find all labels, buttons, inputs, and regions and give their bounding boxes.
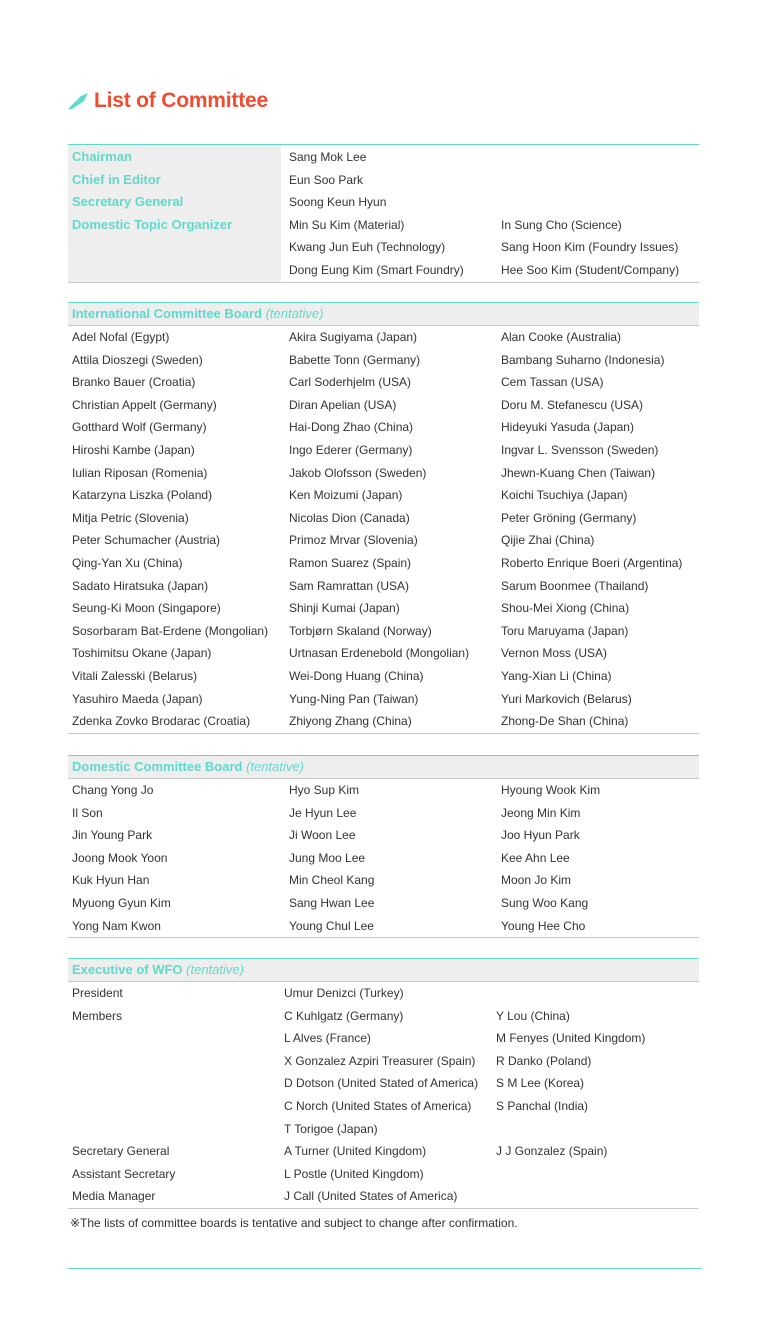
wfo-member: Media Manager — [72, 1189, 156, 1204]
international-row — [68, 688, 699, 711]
international-member: Jakob Olofsson (Sweden) — [289, 465, 427, 480]
international-member: Ingo Ederer (Germany) — [289, 442, 413, 457]
international-row — [68, 394, 699, 417]
wfo-member: Members — [72, 1008, 123, 1023]
international-row — [68, 575, 699, 598]
domestic-committee-list — [68, 779, 699, 938]
wfo-member: S Panchal (India) — [496, 1098, 589, 1113]
international-member: Yasuhiro Maeda (Japan) — [72, 691, 203, 706]
page-title: List of Committee — [94, 89, 268, 112]
international-member: Zhong-De Shan (China) — [501, 714, 629, 729]
wfo-member: J J Gonzalez (Spain) — [496, 1144, 608, 1159]
domestic-member: Jeong Min Kim — [501, 805, 581, 820]
international-member: Katarzyna Liszka (Poland) — [72, 488, 213, 503]
international-member: Zhiyong Zhang (China) — [289, 714, 412, 729]
domestic-member: Yong Nam Kwon — [72, 918, 161, 933]
international-member: Nicolas Dion (Canada) — [289, 510, 410, 525]
domestic-member: Myuong Gyun Kim — [72, 895, 171, 910]
international-member: Zdenka Zovko Brodarac (Croatia) — [72, 714, 251, 729]
international-member: Sosorbaram Bat-Erdene (Mongolian) — [72, 623, 269, 638]
international-committee-section — [68, 302, 699, 734]
wfo-row — [68, 1050, 699, 1073]
international-member: Urtnasan Erdenebold (Mongolian) — [289, 646, 470, 661]
international-row — [68, 642, 699, 665]
domestic-row — [68, 915, 699, 938]
domestic-member: Young Hee Cho — [501, 918, 586, 933]
domestic-member: Kuk Hyun Han — [72, 873, 150, 888]
international-member: Koichi Tsuchiya (Japan) — [501, 488, 628, 503]
international-member: Vitali Zalesski (Belarus) — [72, 668, 198, 683]
international-member: Toru Maruyama (Japan) — [501, 623, 629, 638]
leadership-name: In Sung Cho (Science) — [501, 217, 622, 232]
domestic-member: Chang Yong Jo — [72, 783, 154, 797]
international-row — [68, 665, 699, 688]
international-member: Alan Cooke (Australia) — [501, 330, 622, 344]
leadership-table — [68, 144, 699, 283]
international-member: Qijie Zhai (China) — [501, 533, 595, 548]
international-member: Hai-Dong Zhao (China) — [289, 420, 414, 435]
leadership-role: Domestic Topic Organizer — [72, 216, 233, 232]
wfo-row — [68, 1118, 699, 1141]
domestic-row — [68, 869, 699, 892]
domestic-member: Jin Young Park — [72, 828, 153, 843]
leadership-row — [68, 259, 699, 282]
international-member: Shou-Mei Xiong (China) — [501, 601, 630, 616]
domestic-member: Moon Jo Kim — [501, 873, 572, 888]
international-row — [68, 484, 699, 507]
international-member: Bambang Suharno (Indonesia) — [501, 352, 665, 367]
international-member: Ingvar L. Svensson (Sweden) — [501, 442, 659, 457]
domestic-member: Kee Ahn Lee — [501, 850, 570, 865]
domestic-member: Sang Hwan Lee — [289, 895, 375, 910]
domestic-member: Sung Woo Kang — [501, 895, 589, 910]
international-committee-list — [68, 326, 699, 734]
domestic-member: Min Cheol Kang — [289, 873, 375, 888]
leadership-role: Chairman — [72, 149, 132, 164]
wfo-member: Umur Denizci (Turkey) — [284, 986, 404, 1000]
leadership-row — [68, 236, 699, 259]
international-member: Ken Moizumi (Japan) — [289, 488, 403, 503]
leadership-role: Chief in Editor — [72, 171, 161, 187]
international-member: Yang-Xian Li (China) — [501, 668, 612, 683]
wfo-row — [68, 982, 699, 1005]
wfo-member: A Turner (United Kingdom) — [284, 1144, 427, 1159]
domestic-member: Joong Mook Yoon — [72, 850, 168, 865]
wfo-member: X Gonzalez Azpiri Treasurer (Spain) — [284, 1053, 476, 1068]
international-member: Christian Appelt (Germany) — [72, 397, 217, 412]
international-member: Qing-Yan Xu (China) — [72, 555, 183, 570]
leadership-role: Secretary General — [72, 194, 184, 210]
wfo-row — [68, 1027, 699, 1050]
international-row — [68, 326, 699, 349]
international-row — [68, 597, 699, 620]
international-member: Attila Dioszegi (Sweden) — [72, 352, 203, 367]
domestic-member: Je Hyun Lee — [289, 805, 357, 820]
domestic-row — [68, 779, 699, 802]
leadership-name: Sang Hoon Kim (Foundry Issues) — [501, 240, 679, 255]
international-member: Sarum Boonmee (Thailand) — [501, 578, 649, 593]
international-member: Shinji Kumai (Japan) — [289, 601, 400, 616]
leadership-name: Min Su Kim (Material) — [289, 217, 405, 232]
domestic-member: Hyoung Wook Kim — [501, 783, 601, 797]
international-member: Gotthard Wolf (Germany) — [72, 420, 207, 435]
international-member: Branko Bauer (Croatia) — [72, 375, 196, 390]
footnote: ※The lists of committee boards is tentative and subject to change after confirmation. — [70, 1216, 518, 1230]
wfo-member: S M Lee (Korea) — [496, 1076, 585, 1091]
international-row — [68, 710, 699, 733]
international-row — [68, 416, 699, 439]
international-member: Hiroshi Kambe (Japan) — [72, 442, 195, 457]
wfo-member: M Fenyes (United Kingdom) — [496, 1031, 646, 1046]
domestic-tentative: (tentative) — [246, 759, 304, 774]
domestic-row — [68, 824, 699, 847]
international-member: Jhewn-Kuang Chen (Taiwan) — [501, 465, 656, 480]
international-member: Peter Gröning (Germany) — [501, 510, 637, 525]
domestic-member: Il Son — [72, 805, 103, 820]
international-member: Seung-Ki Moon (Singapore) — [72, 601, 221, 616]
wfo-executive-section — [68, 958, 699, 1209]
domestic-member: Ji Woon Lee — [289, 828, 356, 843]
wfo-member: President — [72, 986, 123, 1000]
leadership-name: Soong Keun Hyun — [289, 195, 387, 210]
international-row — [68, 439, 699, 462]
wfo-member: R Danko (Poland) — [496, 1053, 592, 1068]
leadership-row — [68, 214, 699, 237]
international-row — [68, 462, 699, 485]
international-member: Carl Soderhjelm (USA) — [289, 375, 412, 390]
international-member: Primoz Mrvar (Slovenia) — [289, 533, 418, 548]
international-member: Ramon Suarez (Spain) — [289, 555, 412, 570]
domestic-committee-section — [68, 755, 699, 938]
wfo-tentative: (tentative) — [186, 962, 244, 977]
international-member: Cem Tassan (USA) — [501, 375, 604, 390]
footer-divider — [68, 1268, 702, 1269]
international-member: Diran Apelian (USA) — [289, 397, 397, 412]
domestic-row — [68, 892, 699, 915]
international-member: Doru M. Stefanescu (USA) — [501, 397, 644, 412]
wfo-row — [68, 1072, 699, 1095]
international-member: Wei-Dong Huang (China) — [289, 668, 424, 683]
international-row — [68, 552, 699, 575]
international-member: Toshimitsu Okane (Japan) — [72, 646, 212, 661]
domestic-member: Young Chul Lee — [289, 918, 374, 933]
wfo-row — [68, 1163, 699, 1186]
international-row — [68, 507, 699, 530]
wfo-row — [68, 1140, 699, 1163]
domestic-member: Hyo Sup Kim — [289, 783, 360, 797]
international-member: Iulian Riposan (Romenia) — [72, 465, 208, 480]
domestic-row — [68, 847, 699, 870]
wfo-row — [68, 1005, 699, 1028]
international-heading-text: International Committee Board — [72, 306, 262, 321]
international-row — [68, 371, 699, 394]
international-member: Yung-Ning Pan (Taiwan) — [289, 691, 419, 706]
international-member: Torbjørn Skaland (Norway) — [289, 623, 432, 638]
wfo-row — [68, 1095, 699, 1118]
international-member: Mitja Petric (Slovenia) — [72, 510, 189, 525]
domestic-row — [68, 802, 699, 825]
international-row — [68, 529, 699, 552]
international-committee-heading — [68, 302, 699, 326]
leadership-row — [68, 146, 699, 169]
wfo-member: Y Lou (China) — [496, 1008, 570, 1023]
international-member: Yuri Markovich (Belarus) — [501, 691, 632, 706]
wfo-member: L Postle (United Kingdom) — [284, 1166, 424, 1181]
international-member: Sadato Hiratsuka (Japan) — [72, 578, 209, 593]
wfo-executive-heading — [68, 958, 699, 982]
leadership-name: Dong Eung Kim (Smart Foundry) — [289, 262, 464, 277]
wfo-member: L Alves (France) — [284, 1031, 371, 1046]
international-member: Peter Schumacher (Austria) — [72, 533, 221, 548]
international-tentative: (tentative) — [265, 306, 324, 321]
international-member: Akira Sugiyama (Japan) — [289, 330, 418, 344]
wfo-member: Assistant Secretary — [72, 1166, 176, 1181]
leadership-name: Eun Soo Park — [289, 172, 364, 187]
international-member: Hideyuki Yasuda (Japan) — [501, 420, 634, 435]
wfo-member: T Torigoe (Japan) — [284, 1121, 378, 1136]
slash-mark-icon — [68, 93, 88, 109]
leadership-name: Sang Mok Lee — [289, 150, 367, 164]
domestic-member: Joo Hyun Park — [501, 828, 580, 843]
international-member: Babette Tonn (Germany) — [289, 352, 421, 367]
wfo-executive-list — [68, 982, 699, 1209]
domestic-committee-heading — [68, 755, 699, 779]
international-member: Sam Ramrattan (USA) — [289, 578, 410, 593]
wfo-member: Secretary General — [72, 1144, 170, 1159]
domestic-heading-text: Domestic Committee Board — [72, 759, 243, 774]
leadership-row — [68, 191, 699, 214]
wfo-heading-text: Executive of WFO — [72, 962, 183, 977]
wfo-member: J Call (United States of America) — [284, 1189, 458, 1204]
leadership-name: Kwang Jun Euh (Technology) — [289, 240, 446, 255]
international-member: Adel Nofal (Egypt) — [72, 330, 170, 344]
leadership-name: Hee Soo Kim (Student/Company) — [501, 262, 680, 277]
wfo-row — [68, 1185, 699, 1208]
page-title-block — [68, 86, 268, 116]
international-member: Roberto Enrique Boeri (Argentina) — [501, 555, 683, 570]
international-row — [68, 620, 699, 643]
wfo-member: D Dotson (United Stated of America) — [284, 1076, 479, 1091]
domestic-member: Jung Moo Lee — [289, 850, 366, 865]
international-row — [68, 349, 699, 372]
wfo-member: C Norch (United States of America) — [284, 1098, 472, 1113]
leadership-row — [68, 169, 699, 192]
international-member: Vernon Moss (USA) — [501, 646, 608, 661]
wfo-member: C Kuhlgatz (Germany) — [284, 1008, 404, 1023]
